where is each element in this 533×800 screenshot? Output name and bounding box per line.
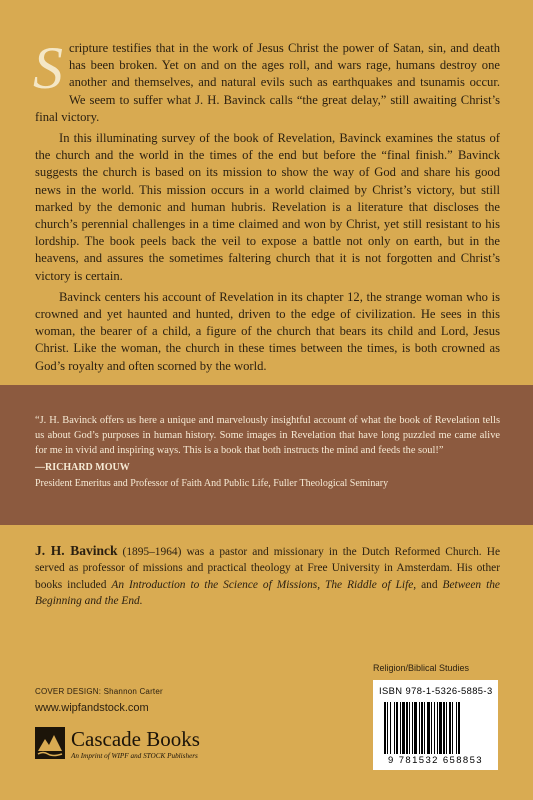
isbn-label: ISBN 978-1-5326-5885-3 <box>379 685 493 696</box>
blurb-paragraph-2: In this illuminating survey of the book of Revelation, Bavinck examines the status of the church and the world in the times of the end but before the “final finish.” Bavinck suggests the church is based on its mission to show the way of God and share his good news in the world. This mission occurs in a world claimed by Christ’s victory, but still marked by the demonic and human hubris. Revelation is a literature that discloses the church’s perennial challenges in a time claimed and won by Christ, yet still resistant to his lordship. The book peels back the veil to expose a battle not only on earth, but in the heavens, and assures the sometimes faltering church that it is not forgotten and Christ’s victory is certain. <box>35 131 500 283</box>
publisher-name: Cascade Books <box>71 727 200 751</box>
endorsement-author: —RICHARD MOUW <box>35 462 130 473</box>
endorsement-role: President Emeritus and Professor of Faith And Public Life, Fuller Theological Seminary <box>35 478 389 489</box>
blurb-paragraph-1 <box>33 35 500 126</box>
blurb-paragraph-3: Bavinck centers his account of Revelation in its chapter 12, the strange woman who is crowned and yet haunted and hunted, driven to the edge of civilization. He sees in this woman, the bearer of a child, a figure of the church that bears its child and Lord, Jesus Christ. Like the woman, the church in these times between the times, is both crowned as God’s royalty and often scorned by the world. <box>35 289 500 373</box>
book-title-2: Between the Beginning and the End. <box>35 578 500 608</box>
author-name: J. H. Bavinck <box>35 543 118 558</box>
book-blurb <box>33 35 500 379</box>
drop-cap: S <box>33 35 63 101</box>
bio-text-1: (1895–1964) was a pastor and missionary in the Dutch Reformed Church. He served as professor of missions and practical theology at Free University in Amsterdam. His other books included <box>35 546 500 591</box>
publisher-website: www.wipfandstock.com <box>35 702 149 714</box>
cover-design-credit: COVER DESIGN: Shannon Carter <box>35 687 163 696</box>
book-title-1: An Introduction to the Science of Missions, The Riddle of Life, <box>111 578 417 591</box>
endorsement <box>35 413 500 491</box>
publisher-logo <box>35 725 255 765</box>
barcode-icon <box>383 702 488 754</box>
category-label: Religion/Biblical Studies <box>373 663 470 673</box>
author-bio <box>35 543 500 610</box>
bio-text-2: and <box>416 578 443 591</box>
endorsement-band <box>0 385 533 525</box>
cascade-logo-icon <box>35 727 65 759</box>
barcode-digits: 9 781532 658853 <box>388 755 483 766</box>
barcode-panel <box>373 680 498 770</box>
publisher-tagline: An Imprint of WIPF and STOCK Publishers <box>71 752 198 760</box>
endorsement-text: “J. H. Bavinck offers us here a unique and marvelously insightful account of what the book of Revelation tells us about God’s purposes in human history. Some images in Revelation that have long puzzled me came alive for me in vivid and inspiring ways. This is a book that both instructs the mind and feeds the soul!” <box>35 415 500 456</box>
blurb-paragraph-1-text: cripture testifies that in the work of Jesus Christ the power of Satan, sin, and death has been broken. Yet on and on the ages roll, and wars rage, humans destroy one another and themselves, and natural evils such as earthquakes and tsunamis occur. We seem to suffer what J. H. Bavinck calls “the great delay,” still awaiting Christ’s final victory. <box>35 41 500 124</box>
